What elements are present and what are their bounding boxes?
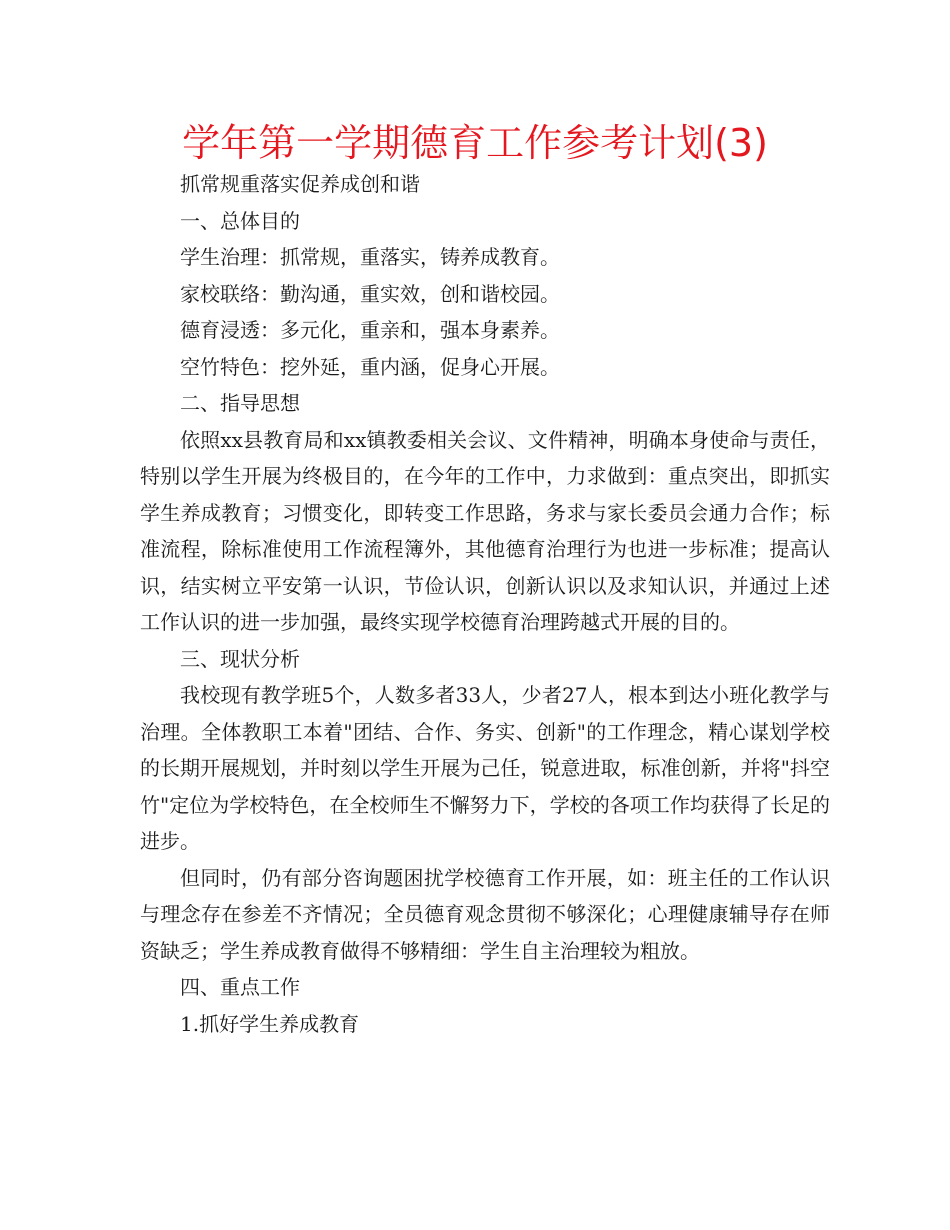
key-work-item-1: 1.抓好学生养成教育 bbox=[180, 1011, 360, 1036]
status-paragraph-1: 我校现有教学班5个，人数多者33人，少者27人，根本到达小班化教学与治理。全体教职工本着"团结、合作、务实、创新"的工作理念，精心谋划学校的长期开展规划，并时刻以学生开展为己任，锐意进取，标准创新，并将"抖空竹"定位为学校特色，在全校师生不懈努力下，学校的各项工作均获得了长足的进步。 bbox=[140, 683, 830, 853]
subtitle-paragraph: 抓常规重落实促养成创和谐 bbox=[180, 172, 420, 196]
section-heading-2: 二、指导思想 bbox=[180, 391, 300, 415]
document-title: 学年第一学期德育工作参考计划(3) bbox=[182, 121, 768, 165]
document-body bbox=[140, 166, 830, 1042]
section-heading-1: 一、总体目的 bbox=[180, 208, 300, 233]
goal-item-3: 德育浸透：多元化，重亲和，强本身素养。 bbox=[180, 318, 560, 342]
guiding-thought-paragraph: 依照xx县教育局和xx镇教委相关会议、文件精神，明确本身使命与责任，特别以学生开展为终极目的，在今年的工作中，力求做到：重点突出，即抓实学生养成教育；习惯变化，即转变工作思路，务求与家长委员会通力合作；标准流程，除标准使用工作流程簿外，其他德育治理行为也进一步标准；提高认识，结实树立平安第一认识，节俭认识，创新认识以及求知认识，并通过上述工作认识的进一步加强，最终实现学校德育治理跨越式开展的目的。 bbox=[140, 427, 830, 634]
goal-item-4: 空竹特色：挖外延，重内涵，促身心开展。 bbox=[180, 354, 560, 379]
goal-item-2: 家校联络：勤沟通，重实效，创和谐校园。 bbox=[180, 281, 560, 306]
section-heading-4: 四、重点工作 bbox=[180, 975, 300, 999]
section-heading-3: 三、现状分析 bbox=[180, 646, 300, 671]
goal-item-1: 学生治理：抓常规，重落实，铸养成教育。 bbox=[180, 245, 560, 269]
status-paragraph-2: 但同时，仍有部分咨询题困扰学校德育工作开展，如：班主任的工作认识与理念存在参差不齐情况；全员德育观念贯彻不够深化；心理健康辅导存在师资缺乏；学生养成教育做得不够精细：学生自主治理较为粗放。 bbox=[140, 865, 830, 963]
